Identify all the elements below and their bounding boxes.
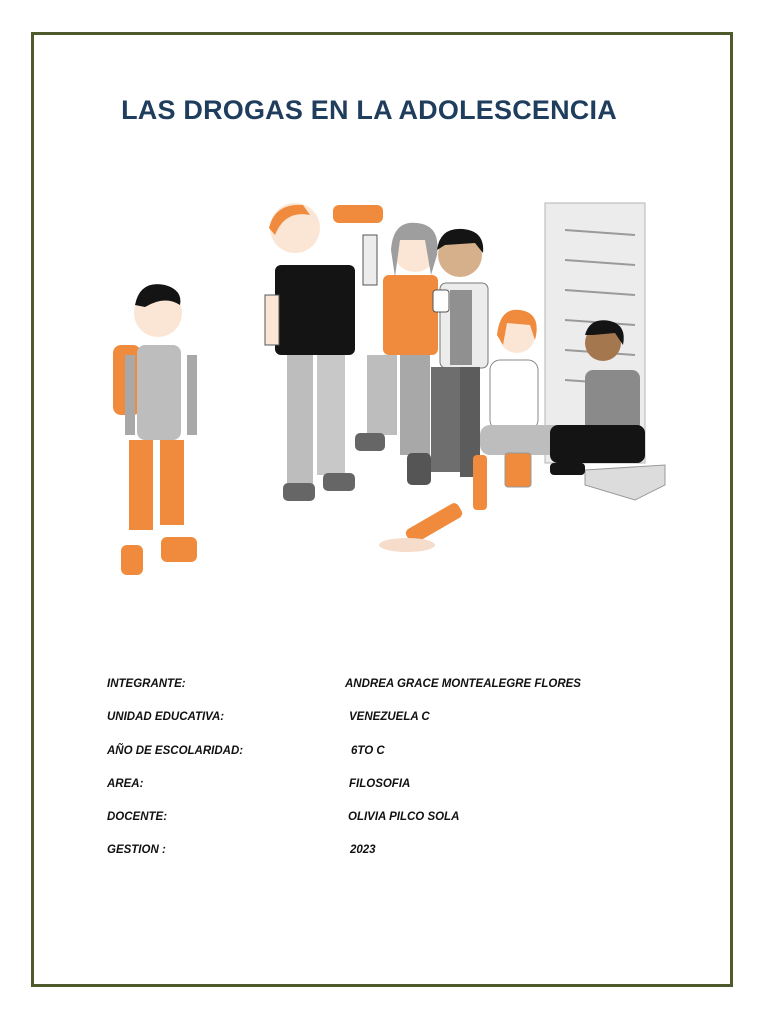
field-value: FILOSOFIA [349,777,411,790]
info-row-area [107,778,667,811]
info-row-anio-escolaridad [107,745,667,778]
field-label: GESTION : [107,844,166,857]
field-label: AÑO DE ESCOLARIDAD: [107,744,244,757]
info-table [107,678,667,878]
document-title: LAS DROGAS EN LA ADOLESCENCIA [121,95,617,125]
field-label: AREA: [107,777,144,790]
field-label: UNIDAD EDUCATIVA: [107,711,225,724]
info-row-gestion [107,844,667,877]
field-value: 6TO C [351,744,385,757]
field-label: DOCENTE: [107,811,168,824]
field-value: VENEZUELA C [349,711,430,724]
field-value: 2023 [350,844,376,857]
info-row-docente [107,811,667,844]
field-label: INTEGRANTE: [107,678,186,690]
info-row-integrante [107,678,667,711]
info-row-unidad-educativa [107,711,667,744]
teenagers-drinking-illustration-icon [95,195,675,595]
field-value: ANDREA GRACE MONTEALEGRE FLORES [345,678,581,690]
field-value: OLIVIA PILCO SOLA [348,811,460,824]
